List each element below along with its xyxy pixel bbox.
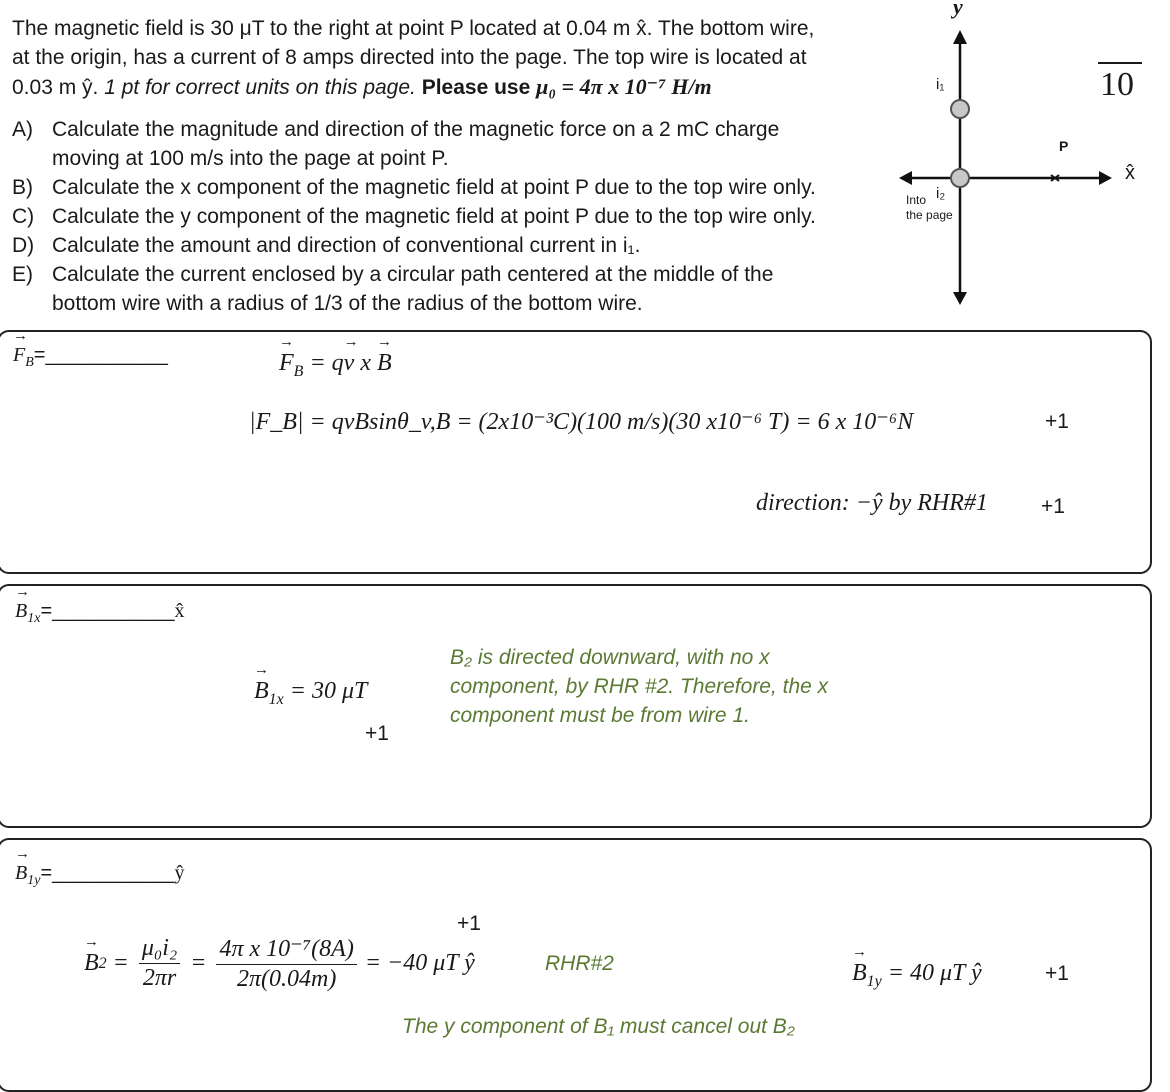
i1-label: i₁ — [936, 76, 945, 93]
b1x-unit: x̂ — [174, 600, 185, 622]
force-subscript: B — [25, 355, 34, 370]
question-text: Calculate the x component of the magnetic field at point P due to the top wire only. — [52, 176, 816, 199]
question-e — [12, 260, 892, 289]
wire-2-circle — [951, 169, 969, 187]
question-letter: C) — [12, 205, 35, 228]
the-page-label: the page — [906, 208, 953, 222]
question-a — [12, 115, 892, 144]
question-b — [12, 173, 892, 202]
i2-label: i₂ — [936, 185, 946, 202]
b1x-eq-value: = 30 μT — [283, 678, 368, 704]
b1x-point: +1 — [365, 722, 389, 745]
problem-line-2: at the origin, has a current of 8 amps directed into the page. The top wire is located at — [12, 46, 807, 69]
b1x-equation — [254, 678, 367, 709]
eq-equals-q: = q — [303, 350, 344, 376]
answer-blank[interactable]: =___________ — [33, 344, 168, 366]
force-magnitude-equation: |F_B| = qvBsinθ_v,B = (2x10⁻³C)(100 m/s)(30 x10⁻⁶ T) = 6 x 10⁻⁶N — [249, 409, 914, 435]
b1x-subscript: 1x — [27, 611, 41, 626]
x-axis-arrow-left — [899, 171, 912, 185]
question-c — [12, 202, 892, 231]
force-symbol: → F — [13, 344, 25, 367]
problem-line-1: The magnetic field is 30 μT to the right at point P located at 0.04 m x̂. The bottom wire, — [12, 17, 815, 40]
b1x-answer-label — [15, 600, 184, 627]
wire-1-circle — [951, 100, 969, 118]
force-answer-label — [13, 344, 168, 371]
b2-equation — [84, 934, 475, 993]
y-axis-arrow-up — [953, 30, 967, 44]
force-point-1: +1 — [1045, 410, 1069, 433]
y-axis-arrow-down — [953, 292, 967, 305]
b1y-explanation: The y component of B₁ must cancel out B₂ — [402, 1015, 795, 1038]
fraction-general-num: μ₀i₂ — [139, 935, 180, 964]
force-direction: direction: −ŷ by RHR#1 — [756, 490, 988, 516]
question-text: Calculate the current enclosed by a circular path centered at the middle of the — [52, 263, 774, 286]
problem-line-3-start: 0.03 m ŷ. — [12, 76, 105, 99]
question-e-cont — [12, 289, 892, 318]
point-p-label: P — [1059, 138, 1069, 154]
mu-constant: μ₀ = 4π x 10⁻⁷ H/m — [536, 74, 712, 99]
answer-box-force — [0, 330, 1152, 574]
fraction-general-den: 2πr — [142, 965, 177, 991]
x-axis-arrow-right — [1099, 171, 1112, 185]
question-text: Calculate the y component of the magnetic field at point P due to the top wire only. — [52, 205, 816, 228]
question-text: Calculate the amount and direction of conventional current in i₁. — [52, 234, 641, 257]
question-text: moving at 100 m/s into the page at point P. — [52, 147, 449, 170]
eq-cross: x — [354, 350, 377, 376]
b1y-eq-symbol: → B — [852, 960, 867, 987]
lorentz-equation — [279, 350, 392, 381]
fraction-numeric — [216, 934, 356, 993]
b1x-note-3: component must be from wire 1. — [450, 704, 750, 727]
b1y-unit: ŷ — [174, 862, 185, 884]
b1x-explanation — [450, 643, 828, 730]
equals-sign: = — [112, 950, 129, 976]
problem-line-3 — [12, 72, 892, 102]
question-a-cont — [12, 144, 892, 173]
b1y-subscript: 1y — [27, 873, 41, 888]
b1y-symbol: → B — [15, 862, 27, 885]
answer-blank[interactable]: =___________ — [40, 862, 175, 884]
wire-diagram — [895, 0, 1145, 320]
problem-statement — [12, 14, 892, 102]
question-letter: A) — [12, 118, 33, 141]
question-text: Calculate the magnitude and direction of the magnetic force on a 2 mC charge — [52, 118, 780, 141]
score-total: 10 — [1100, 66, 1134, 103]
rhr-label: RHR#2 — [545, 952, 614, 975]
b1y-point: +1 — [1045, 962, 1069, 985]
fraction-numeric-den: 2π(0.04m) — [236, 966, 337, 992]
y-axis-label: y — [953, 0, 963, 19]
units-note: 1 pt for correct units on this page. — [104, 76, 416, 99]
eq-force-symbol: → F — [279, 350, 294, 377]
b1y-eq-value: = 40 μT ŷ — [881, 960, 982, 986]
question-letter: D) — [12, 234, 35, 257]
eq-force-sub: B — [293, 362, 304, 380]
into-label: Into — [906, 193, 927, 207]
please-use: Please use — [415, 76, 537, 99]
answer-blank[interactable]: =___________ — [40, 600, 175, 622]
eq-velocity: → v — [344, 350, 355, 377]
question-d — [12, 231, 892, 260]
question-text: bottom wire with a radius of 1/3 of the radius of the bottom wire. — [52, 292, 643, 315]
b1x-note-1: B₂ is directed downward, with no x — [450, 646, 770, 669]
b1y-answer-label — [15, 862, 184, 889]
answer-box-b1x — [0, 584, 1152, 828]
b1x-eq-sub: 1x — [268, 690, 284, 708]
b2-subscript: 2 — [98, 954, 107, 972]
b1y-equation — [852, 960, 982, 991]
x-axis-label: x̂ — [1125, 162, 1135, 184]
force-point-2: +1 — [1041, 495, 1065, 518]
b1x-symbol: → B — [15, 600, 27, 623]
fraction-numeric-num: 4π x 10⁻⁷(8A) — [216, 934, 356, 965]
b2-result: = −40 μT ŷ — [364, 950, 475, 976]
b2-symbol: → B — [84, 950, 99, 977]
fraction-general — [139, 935, 180, 992]
b1x-note-2: component, by RHR #2. Therefore, the x — [450, 675, 829, 698]
b2-point: +1 — [457, 912, 481, 935]
b1x-eq-symbol: → B — [254, 678, 269, 705]
answer-box-b1y — [0, 838, 1152, 1092]
b1y-eq-sub: 1y — [866, 972, 882, 990]
equals-sign: = — [190, 950, 207, 976]
question-letter: B) — [12, 176, 33, 199]
question-letter: E) — [12, 263, 33, 286]
eq-field: → B — [377, 350, 392, 377]
